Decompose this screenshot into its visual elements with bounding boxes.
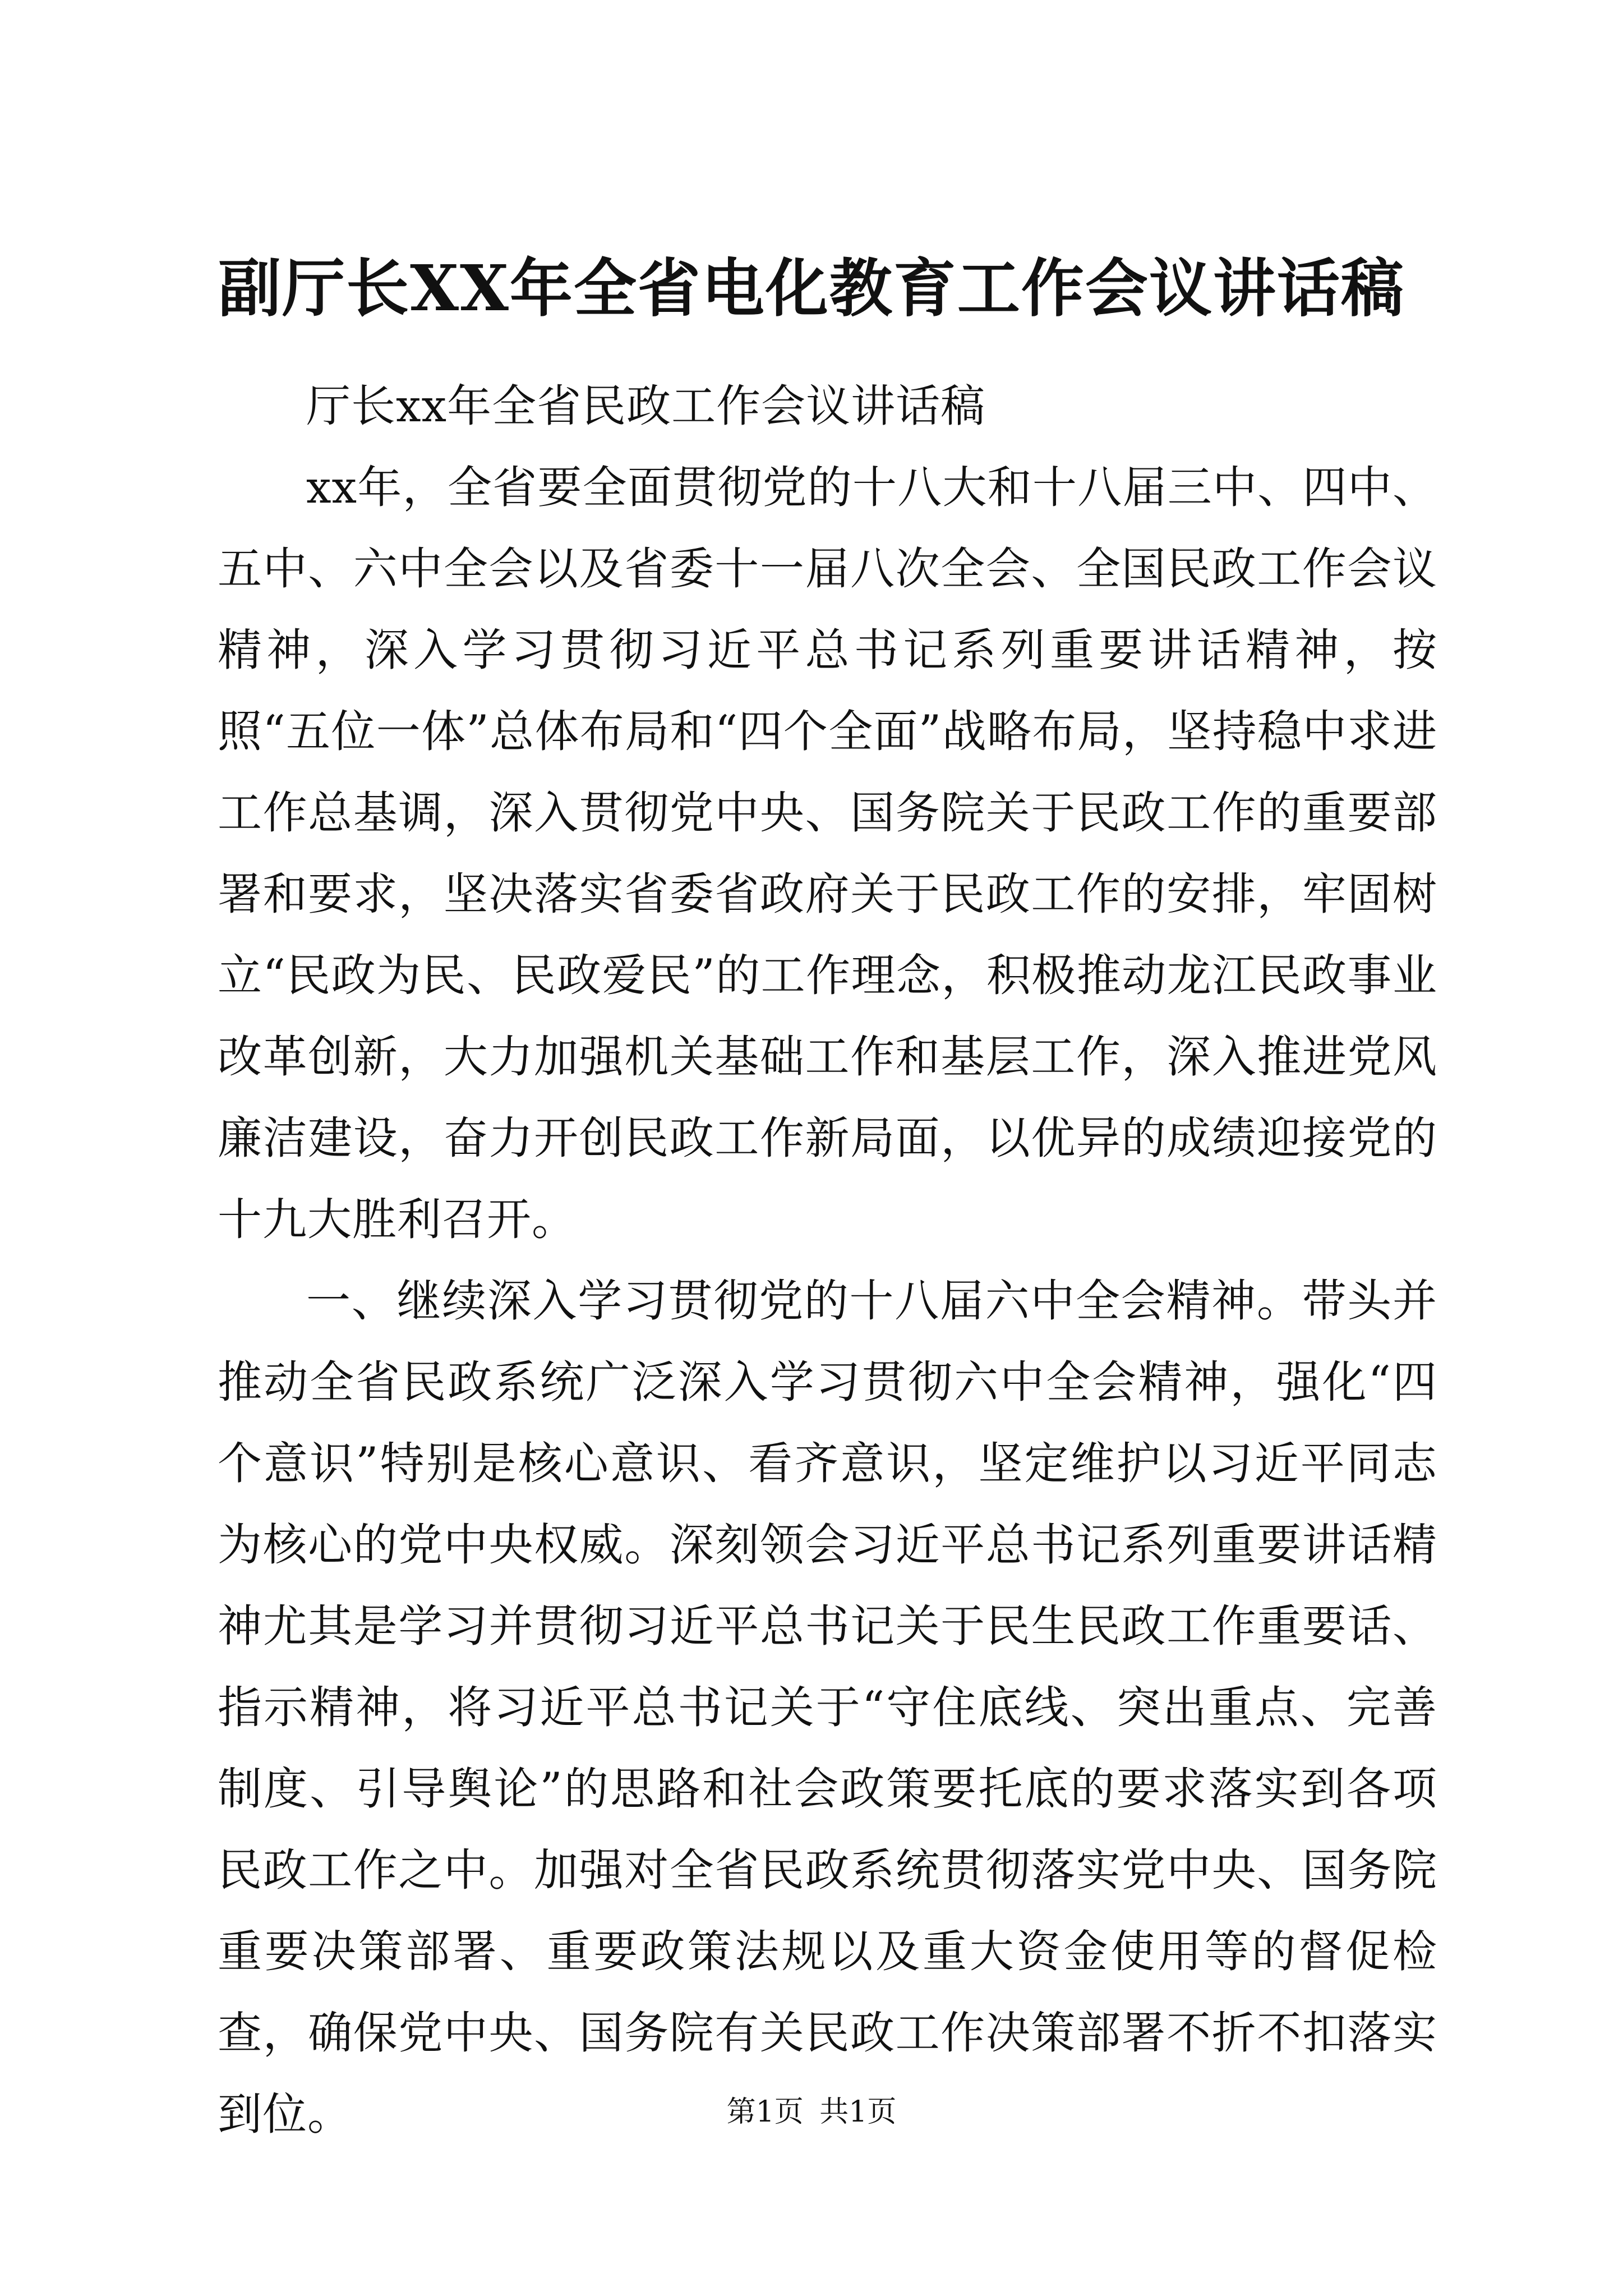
paragraph: 一、继续深入学习贯彻党的十八届六中全会精神。带头并推动全省民政系统广泛深入学习贯彻六中全会精神，强化“四个意识”特别是核心意识、看齐意识，坚定维护以习近平同志为核心的党中央权威。深刻领会习近平总书记系列重要讲话精神尤其是学习并贯彻习近平总书记关于民生民政工作重要话、指示精神，将习近平总书记关于“守住底线、突出重点、完善制度、引导舆论”的思路和社会政策要托底的要求落实到各项民政工作之中。加强对全省民政系统贯彻落实党中央、国务院重要决策部署、重要政策法规以及重大资金使用等的督促检查，确保党中央、国务院有关民政工作决策部署不折不扣落实到位。 bbox=[218, 1275, 1437, 2140]
page-total: 共1页 bbox=[819, 2095, 897, 2129]
paragraph: xx年，全省要全面贯彻党的十八大和十八届三中、四中、五中、六中全会以及省委十一届八次全会、全国民政工作会议精神，深入学习贯彻习近平总书记系列重要讲话精神，按照“五位一体”总体布局和“四个全面”战略布局，坚持稳中求进工作总基调，深入贯彻党中央、国务院关于民政工作的重要部署和要求，坚决落实省委省政府关于民政工作的安排，牢固树立“民政为民、民政爱民”的工作理念，积极推动龙江民政事业改革创新，大力加强机关基础工作和基层工作，深入推进党风廉洁建设，奋力开创民政工作新局面，以优异的成绩迎接党的十九大胜利召开。 bbox=[218, 462, 1437, 1245]
page-number: 第1页 bbox=[726, 2095, 804, 2129]
document-title: 副厅长XX年全省电化教育工作会议讲话稿 bbox=[218, 252, 1405, 325]
document-body bbox=[218, 366, 1437, 2155]
page-footer bbox=[0, 2090, 1623, 2134]
paragraph: 厅长xx年全省民政工作会议讲话稿 bbox=[306, 380, 986, 432]
